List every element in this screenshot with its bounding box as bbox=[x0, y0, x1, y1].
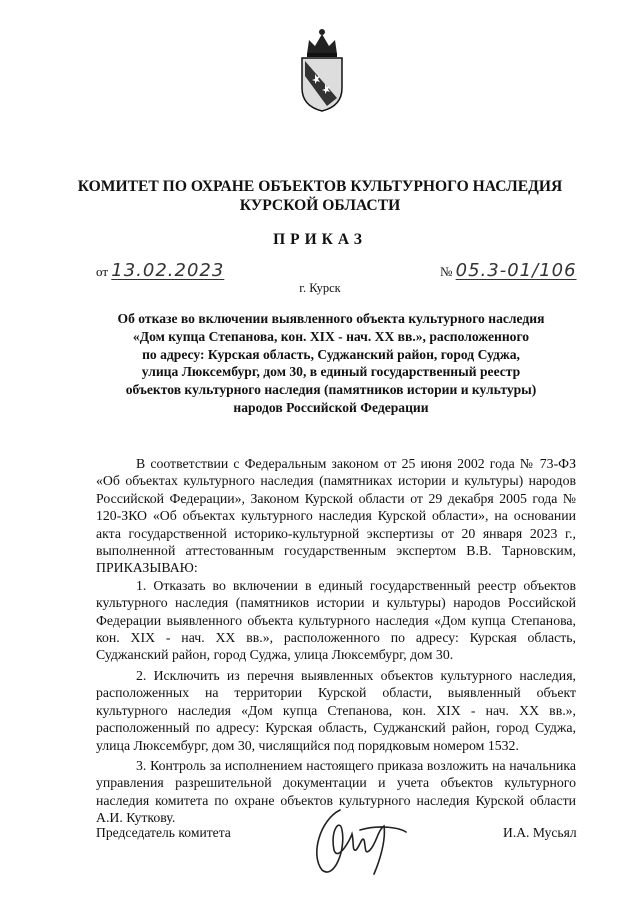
date-value: 13.02.2023 bbox=[111, 260, 225, 281]
subject-line: по адресу: Курская область, Суджанский район, город Суджа, bbox=[142, 346, 520, 362]
subject-line: улица Люксембург, дом 30, в единый государственный реестр bbox=[141, 364, 521, 380]
city: г. Курск bbox=[299, 281, 341, 295]
document-type: ПРИКАЗ bbox=[273, 231, 367, 248]
subject-line: Об отказе во включении выявленного объекта культурного наследия bbox=[117, 311, 545, 326]
signer-name: И.А. Мусьял bbox=[503, 825, 577, 840]
subject-line: объектов культурного наследия (памятников истории и культуры) bbox=[125, 382, 537, 398]
date-prefix: от bbox=[96, 264, 109, 279]
number-prefix: № bbox=[440, 264, 453, 279]
order-date bbox=[96, 260, 224, 281]
organization-name bbox=[0, 177, 640, 215]
handwritten-signature-icon bbox=[300, 800, 410, 880]
order-item-2: 2. Исключить из перечня выявленных объектов культурного наследия, расположенных на территории Курской области, выявленный объект культурного наследия «Дом купца Степанова, кон. XIX - нач. XX вв.», расположенный по адресу: Курская область, Суджанский район, город Суджа, улица Люксембург, дом 30, числящийся под порядковым номером 1532. bbox=[96, 667, 576, 753]
subject-line: народов Российской Федерации bbox=[233, 399, 429, 415]
order-item-3: 3. Контроль за исполнением настоящего приказа возложить на начальника управления разрешительной документации и учета объектов культурного наследия комитета по охране объектов культурного наследия Курской области А.И. Куткову. bbox=[96, 757, 576, 826]
preamble-paragraph: В соответствии с Федеральным законом от 25 июня 2002 года № 73-ФЗ «Об объектах культурного наследия (памятниках истории и культуры) народов Российской Федерации», Законом Курской области от 29 декабря 2005 года № 120-ЗКО «Об объектах культурного наследия Курской области», на основании акта государственной историко-культурной экспертизы от 20 января 2023 г., выполненной аттестованным государственным экспертом В.В. Тарновским, ПРИКАЗЫВАЮ: bbox=[96, 456, 576, 576]
order-body bbox=[96, 455, 576, 827]
kursk-coat-of-arms-icon bbox=[297, 26, 347, 112]
number-value: 05.3-01/106 bbox=[455, 260, 577, 281]
org-line-1: КОМИТЕТ ПО ОХРАНЕ ОБЪЕКТОВ КУЛЬТУРНОГО НАСЛЕДИЯ bbox=[77, 178, 563, 195]
order-subject bbox=[96, 310, 566, 417]
org-line-2: КУРСКОЙ ОБЛАСТИ bbox=[239, 197, 401, 214]
subject-line: «Дом купца Степанова, кон. XIX - нач. XX вв.», расположенного bbox=[132, 328, 530, 344]
order-number bbox=[440, 260, 577, 281]
signer-position: Председатель комитета bbox=[96, 825, 231, 840]
order-item-1: 1. Отказать во включении в единый государственный реестр объектов культурного наследия (памятников истории и культуры) народов Российской Федерации выявленного объекта культурного наследия «Дом купца Степанова, кон. XIX - нач. XX вв.», расположенного по адресу: Курская область, Суджанский район, город Суджа, улица Люксембург, дом 30. bbox=[96, 577, 576, 663]
